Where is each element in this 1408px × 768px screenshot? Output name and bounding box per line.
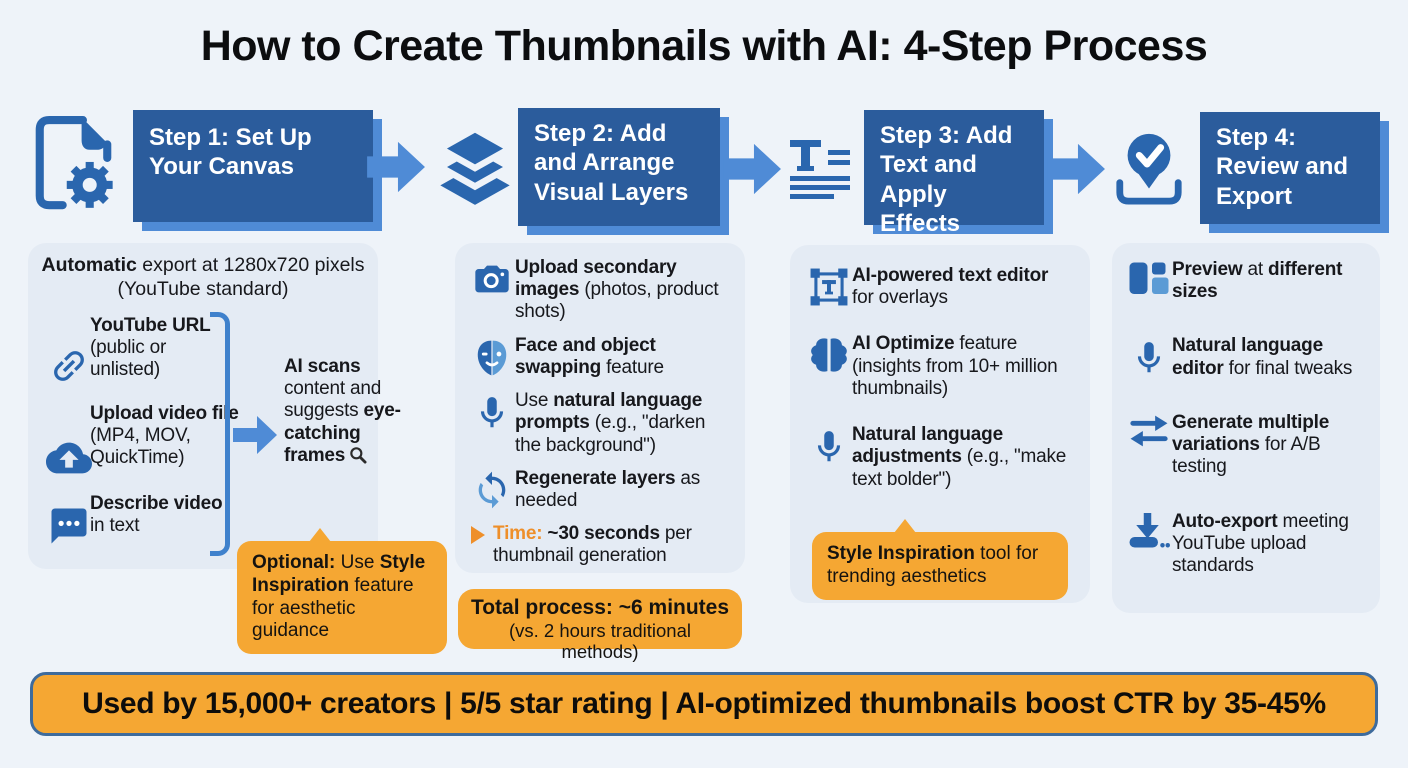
feature-text: Describe video in text	[90, 493, 223, 537]
feature-text: Auto-export meeting YouTube upload standards	[1172, 510, 1349, 576]
panel-step-2	[455, 243, 745, 573]
optional-callout-text: Optional: Use Style Inspiration feature for aesthetic guidance	[252, 552, 426, 642]
step-3-label: Step 3: Add Text and Apply Effects	[880, 122, 1013, 237]
feature-item	[1126, 259, 1368, 303]
preview-sizes-icon	[1126, 259, 1172, 297]
cloud-upload-icon	[46, 435, 92, 486]
stats-banner	[30, 672, 1378, 736]
microphone-icon	[806, 424, 852, 468]
feature-text: Natural language adjustments (e.g., "make text bolder")	[852, 424, 1067, 490]
feature-item	[1126, 511, 1368, 578]
callout-pointer	[894, 519, 916, 533]
text-editor-icon	[806, 265, 852, 307]
feature-item	[469, 257, 731, 324]
feature-text: AI-powered text editor for overlays	[852, 265, 1049, 309]
page-title: How to Create Thumbnails with AI: 4-Step Process	[200, 22, 1208, 70]
step-2-box	[518, 108, 720, 226]
panel-1-header: Automatic export at 1280x720 pixels (YouTube standard)	[41, 254, 365, 301]
step-arrow-icon	[1046, 142, 1108, 201]
text-lines-icon	[788, 130, 852, 213]
regenerate-icon	[469, 468, 515, 510]
step-3-box	[864, 110, 1044, 237]
feature-item	[806, 424, 1074, 491]
total-process-line1: Total process: ~6 minutes	[470, 596, 730, 619]
feature-text: Regenerate layers as needed	[515, 467, 701, 511]
feature-item	[806, 265, 1074, 309]
link-icon	[48, 345, 90, 392]
panel-step-1	[28, 243, 401, 569]
optional-callout	[237, 541, 447, 654]
step-1-box	[133, 110, 373, 222]
total-process-line2: (vs. 2 hours traditional methods)	[508, 620, 691, 663]
ai-scan-note-text: AI scans content and suggests eye-catching frames	[284, 356, 401, 466]
feature-item	[806, 333, 1074, 400]
callout-pointer	[309, 528, 331, 542]
feature-text: Upload video file (MP4, MOV, QuickTime)	[90, 403, 239, 469]
feature-text: Use natural language prompts (e.g., "darken the background")	[515, 390, 706, 456]
camera-icon	[469, 257, 515, 299]
feature-text: Face and object swapping feature	[515, 334, 664, 378]
brain-icon	[806, 333, 852, 375]
face-swap-icon	[469, 335, 515, 379]
pin-check-tray-icon	[1112, 120, 1186, 221]
feature-item	[469, 390, 731, 457]
step-1-label: Step 1: Set Up Your Canvas	[149, 124, 312, 181]
time-note	[469, 523, 731, 567]
style-inspiration-text: Style Inspiration tool for trending aesthetics	[827, 543, 1039, 587]
time-note-text: Time: ~30 seconds per thumbnail generation	[493, 523, 692, 567]
speech-bubble-icon	[48, 505, 90, 552]
style-inspiration-callout	[812, 532, 1068, 600]
step-arrow-icon	[722, 142, 784, 201]
feature-text: YouTube URL (public or unlisted)	[90, 315, 211, 381]
feature-text: Natural language editor for final tweaks	[1172, 335, 1353, 379]
auto-export-icon	[1126, 511, 1172, 549]
feature-text: AI Optimize feature (insights from 10+ million thumbnails)	[852, 333, 1058, 399]
step-arrow-icon	[366, 140, 428, 199]
microphone-icon	[1126, 335, 1172, 379]
feature-item	[469, 335, 731, 379]
magnifier-icon	[348, 445, 368, 465]
total-process-box	[458, 589, 742, 663]
panel-step-4	[1112, 243, 1380, 613]
bracket-connector	[210, 312, 230, 556]
right-arrow-icon	[232, 413, 280, 462]
feature-item	[1126, 412, 1368, 479]
document-gear-icon	[26, 112, 121, 225]
step-4-label: Step 4: Review and Export	[1216, 124, 1349, 210]
play-triangle-icon	[471, 526, 485, 544]
step-2-label: Step 2: Add and Arrange Visual Layers	[534, 120, 689, 206]
feature-text: Generate multiple variations for A/B testing	[1172, 411, 1330, 478]
stats-banner-text: Used by 15,000+ creators | 5/5 star rating | AI-optimized thumbnails boost CTR by 35-45%	[82, 687, 1326, 720]
feature-item	[1126, 335, 1368, 379]
microphone-icon	[469, 390, 515, 434]
layers-icon	[436, 124, 514, 215]
feature-text: Upload secondary images (photos, product shots)	[515, 257, 719, 323]
ab-variations-icon	[1126, 412, 1172, 448]
ai-scan-note	[284, 356, 406, 467]
feature-item	[469, 468, 731, 512]
step-4-box	[1200, 112, 1380, 224]
feature-text: Preview at different sizes	[1172, 259, 1343, 303]
